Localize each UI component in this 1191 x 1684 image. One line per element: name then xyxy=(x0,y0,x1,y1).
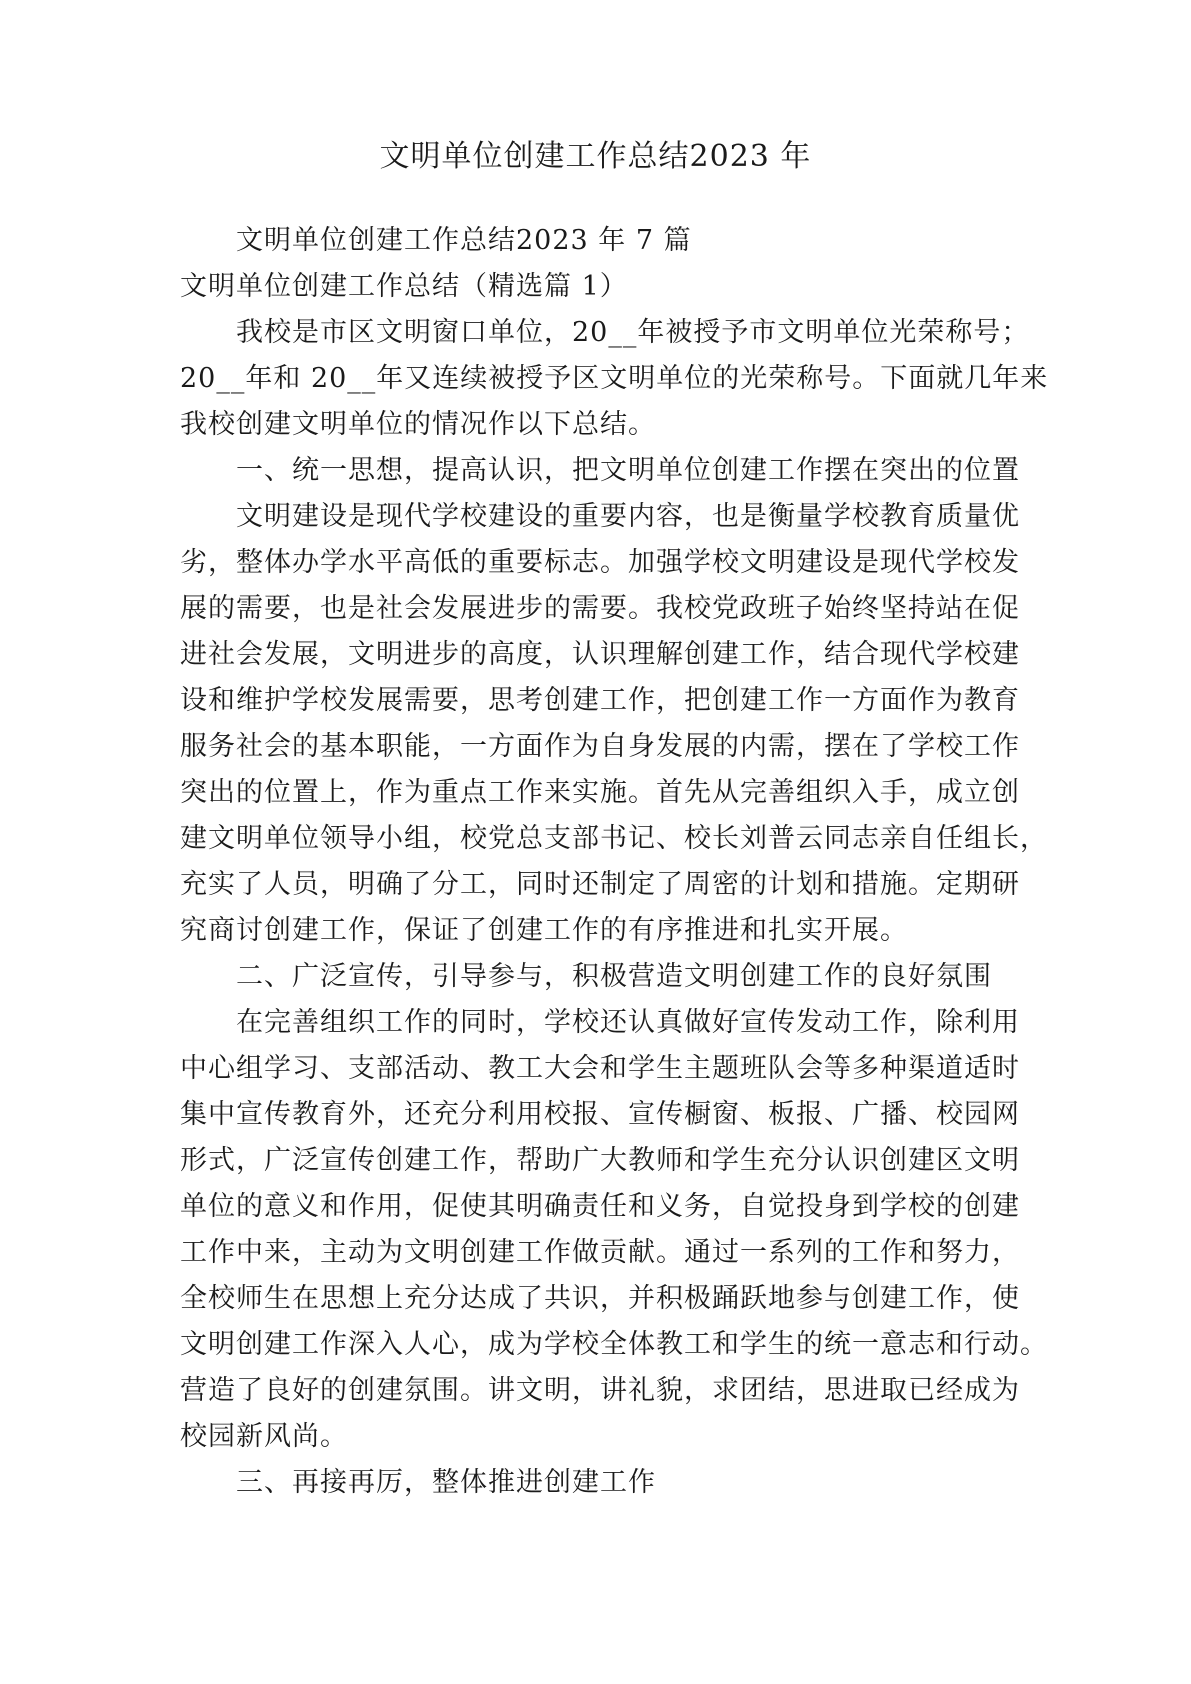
text-line: 工作中来，主动为文明创建工作做贡献。通过一系列的工作和努力， xyxy=(180,1237,1020,1268)
text-line: 形式，广泛宣传创建工作，帮助广大教师和学生充分认识创建区文明 xyxy=(180,1145,1020,1176)
text-line: 服务社会的基本职能，一方面作为自身发展的内需，摆在了学校工作 xyxy=(180,731,1020,762)
text-line: 营造了良好的创建氛围。讲文明，讲礼貌，求团结，思进取已经成为 xyxy=(180,1375,1020,1406)
text-line: 单位的意义和作用，促使其明确责任和义务，自觉投身到学校的创建 xyxy=(180,1191,1020,1222)
text-line: 中心组学习、支部活动、教工大会和学生主题班队会等多种渠道适时 xyxy=(180,1053,1020,1084)
text-line: 我校是市区文明窗口单位，20__年被授予市文明单位光荣称号； xyxy=(236,317,1030,348)
text-line: 充实了人员，明确了分工，同时还制定了周密的计划和措施。定期研 xyxy=(180,869,1020,900)
text-line: 建文明单位领导小组，校党总支部书记、校长刘普云同志亲自任组长， xyxy=(180,823,1048,854)
document-body xyxy=(180,218,1049,1506)
text-line: 进社会发展，文明进步的高度，认识理解创建工作，结合现代学校建 xyxy=(180,639,1020,670)
text-line: 设和维护学校发展需要，思考创建工作，把创建工作一方面作为教育 xyxy=(180,685,1020,716)
text-line: 全校师生在思想上充分达成了共识，并积极踊跃地参与创建工作，使 xyxy=(180,1283,1020,1314)
text-line: 我校创建文明单位的情况作以下总结。 xyxy=(180,409,656,440)
document-title: 文明单位创建工作总结2023 年 xyxy=(379,139,812,174)
text-line: 三、再接再厉，整体推进创建工作 xyxy=(236,1467,656,1498)
text-line: 校园新风尚。 xyxy=(180,1421,348,1452)
text-line: 20__年和 20__年又连续被授予区文明单位的光荣称号。下面就几年来 xyxy=(180,363,1049,394)
text-line: 文明单位创建工作总结2023 年 7 篇 xyxy=(236,225,692,256)
text-line: 突出的位置上，作为重点工作来实施。首先从完善组织入手，成立创 xyxy=(180,777,1020,808)
text-line: 文明创建工作深入人心，成为学校全体教工和学生的统一意志和行动。 xyxy=(180,1329,1048,1360)
text-line: 二、广泛宣传，引导参与，积极营造文明创建工作的良好氛围 xyxy=(236,961,992,992)
text-line: 展的需要，也是社会发展进步的需要。我校党政班子始终坚持站在促 xyxy=(180,593,1020,624)
text-line: 一、统一思想，提高认识，把文明单位创建工作摆在突出的位置 xyxy=(236,455,1020,486)
text-line: 究商讨创建工作，保证了创建工作的有序推进和扎实开展。 xyxy=(180,915,908,946)
text-line: 劣，整体办学水平高低的重要标志。加强学校文明建设是现代学校发 xyxy=(180,547,1020,578)
text-line: 文明建设是现代学校建设的重要内容，也是衡量学校教育质量优 xyxy=(236,501,1020,532)
text-line: 集中宣传教育外，还充分利用校报、宣传橱窗、板报、广播、校园网 xyxy=(180,1099,1020,1130)
text-line: 文明单位创建工作总结（精选篇 1） xyxy=(180,271,628,302)
text-line: 在完善组织工作的同时，学校还认真做好宣传发动工作，除利用 xyxy=(236,1007,1020,1038)
